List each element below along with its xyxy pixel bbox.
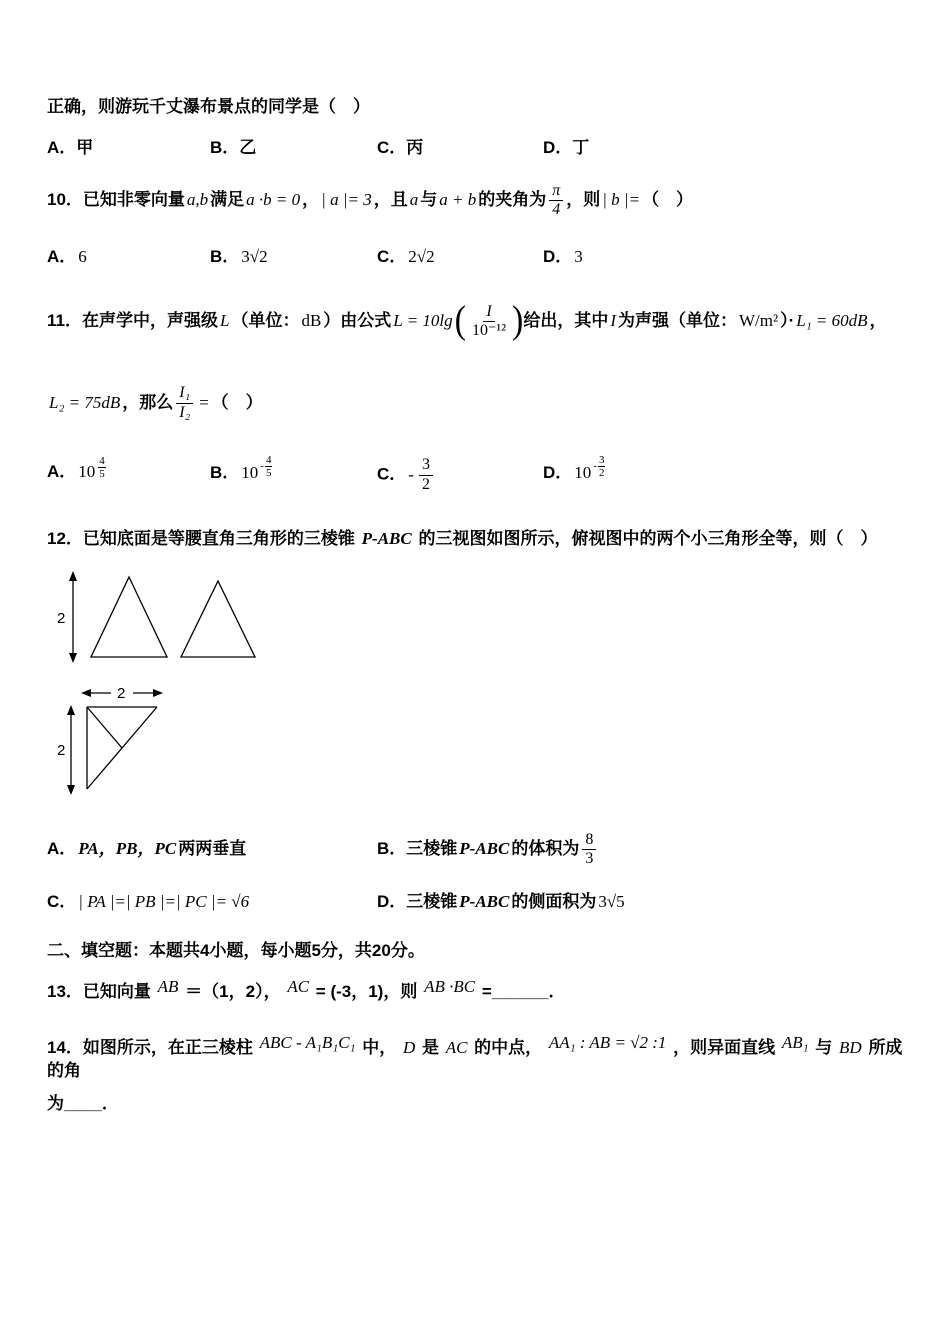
q9-option-d: D．丁 [543, 137, 590, 157]
fraction-8-3: $\frac{8}{3}$ [582, 831, 596, 869]
q12-options-row1 [47, 831, 910, 869]
top-view-median [87, 707, 122, 748]
math-abs-b: | b |= [602, 190, 641, 210]
formula-sound-level: L = 10lg [393, 311, 453, 331]
q13-stem: 13．已知向量 AB ＝（1，2）， AC = (-3，1)，则 AB ·BC =______． [47, 976, 566, 1001]
fraction-3-2: $\frac{3}{2}$ [419, 456, 433, 494]
q10-options [47, 246, 910, 269]
exponent-neg-4-5: - 4 5 [260, 453, 272, 479]
math-AA1-AB-ratio: AA₁ : AB = √2 :1 [548, 1033, 667, 1053]
q12-option-a: A． PA，PB，PC 两两垂直 [47, 839, 247, 859]
vector-AB-dot-BC: AB ·BC [424, 976, 476, 996]
math-abs-a: | a |= 3 [321, 190, 372, 210]
q10-option-c: C． 2√2 [377, 246, 435, 266]
q11-option-a: A． 10 4 5 [47, 455, 105, 481]
radical-2root2: 2√2 [408, 246, 435, 266]
radical-3root2: 3√2 [241, 246, 268, 266]
q10-stem: 10．已知非零向量 a,b 满足 a ·b = 0 ， | a |= 3 ，且 a 与 a + b 的夹角为 $\frac{\pi}{4}$ ，则 | b |= （ ） [47, 181, 694, 219]
fraction-I-over-10: $\frac{I}{\text{10⁻¹²}}$ [471, 302, 507, 339]
q12-option-c: C． | PA |=| PB |=| PC |= √6 [47, 891, 250, 911]
q10-option-d: D． 3 [543, 246, 583, 266]
q11-option-c: C． - $\frac{3}{2}$ [377, 456, 543, 494]
q10-option-b: B． 3√2 [210, 246, 268, 266]
q10-text: 10．已知非零向量 [47, 190, 185, 210]
radical-3root5: 3√5 [598, 891, 625, 911]
exponent-neg-3-2: - 3 2 [593, 453, 605, 479]
right-paren: ) [512, 299, 524, 342]
math-ab: a,b [186, 190, 209, 210]
q12-option-d: D．三棱锥 P-ABC 的侧面积为 3√5 [377, 891, 910, 914]
q9-option-a: A．甲 [47, 137, 94, 157]
left-paren: ( [454, 299, 466, 342]
dimension-label-height-2: 2 [57, 741, 66, 759]
q9-option-b: B．乙 [210, 137, 257, 157]
q14-stem-line2 [47, 1093, 910, 1116]
q10-option-a: A． 6 [47, 246, 87, 266]
q11-stem-line1: 11．在声学中，声强级 L （单位： dB ）由公式 L = 10lg ( $\frac{I}{\text{10⁻¹²}}$ ) 给出，其中 I 为声强（单位： W/m² ）· L₁ = 60dB ， [47, 299, 887, 342]
q12-options-row2 [47, 891, 910, 914]
q9-options [47, 137, 910, 160]
dimension-label-width: 2 [117, 684, 126, 702]
fraction-pi-4: $\frac{\pi}{4}$ [549, 182, 563, 220]
math-pa-pb-pc-equal: | PA |=| PB |=| PC |= √6 [78, 891, 250, 911]
q14-stem-line1: 14．如图所示，在正三棱柱 ABC - A₁B₁C₁ 中， D 是 AC 的中点， AA₁ : AB = √2 :1 ，则异面直线 AB₁ 与 BD 所成的角 [47, 1033, 903, 1081]
math-L1: L₁ = 60dB [796, 311, 868, 331]
math-P-ABC: P-ABC [361, 528, 412, 548]
fraction-I1-I2: $\frac{\text{I₁}}{\text{I₂}}$ [176, 384, 193, 422]
q12-stem: 12．已知底面是等腰直角三角形的三棱锥 P-ABC 的三视图如图所示，俯视图中的两个小三角形全等，则（ ） [47, 528, 878, 548]
math-L2: L₂ = 75dB [49, 392, 121, 412]
math-AB1: AB₁ [781, 1033, 809, 1053]
q11-option-d: D． 10 - 3 2 [543, 453, 605, 483]
exponent-4-5: 4 5 [99, 455, 105, 481]
answer-blank-2: 为____． [47, 1094, 119, 1114]
math-dot-product: a ·b = 0 [246, 190, 301, 210]
q11-stem-line2: L₂ = 75dB ，那么 $\frac{\text{I₁}}{\text{I₂}}$ = （ ） [49, 384, 263, 421]
q11-options [47, 453, 910, 494]
three-view-figure-top [57, 569, 910, 665]
answer-blank: =______． [481, 981, 566, 1001]
three-view-figure-bottom [57, 679, 910, 797]
side-view-triangle [181, 581, 255, 657]
front-view-triangle [91, 577, 167, 657]
vector-AB: AB [157, 976, 179, 996]
section2-header: 二、填空题：本题共4小题，每小题5分，共20分。 [47, 940, 425, 960]
q9-stem: 正确，则游玩千丈瀑布景点的同学是（ ） [47, 97, 370, 116]
q11-option-b: B． 10 - 4 5 [210, 453, 272, 483]
q9-option-c: C．丙 [377, 137, 424, 157]
q12-option-b: B．三棱锥 P-ABC 的体积为 $\frac{8}{3}$ [377, 831, 910, 869]
dimension-label-height: 2 [57, 609, 66, 627]
math-prism-ABC-A1B1C1: ABC - A₁B₁C₁ [259, 1033, 356, 1053]
unit-w-per-m2: W/m² [739, 311, 779, 331]
vector-AC: AC [287, 976, 310, 996]
